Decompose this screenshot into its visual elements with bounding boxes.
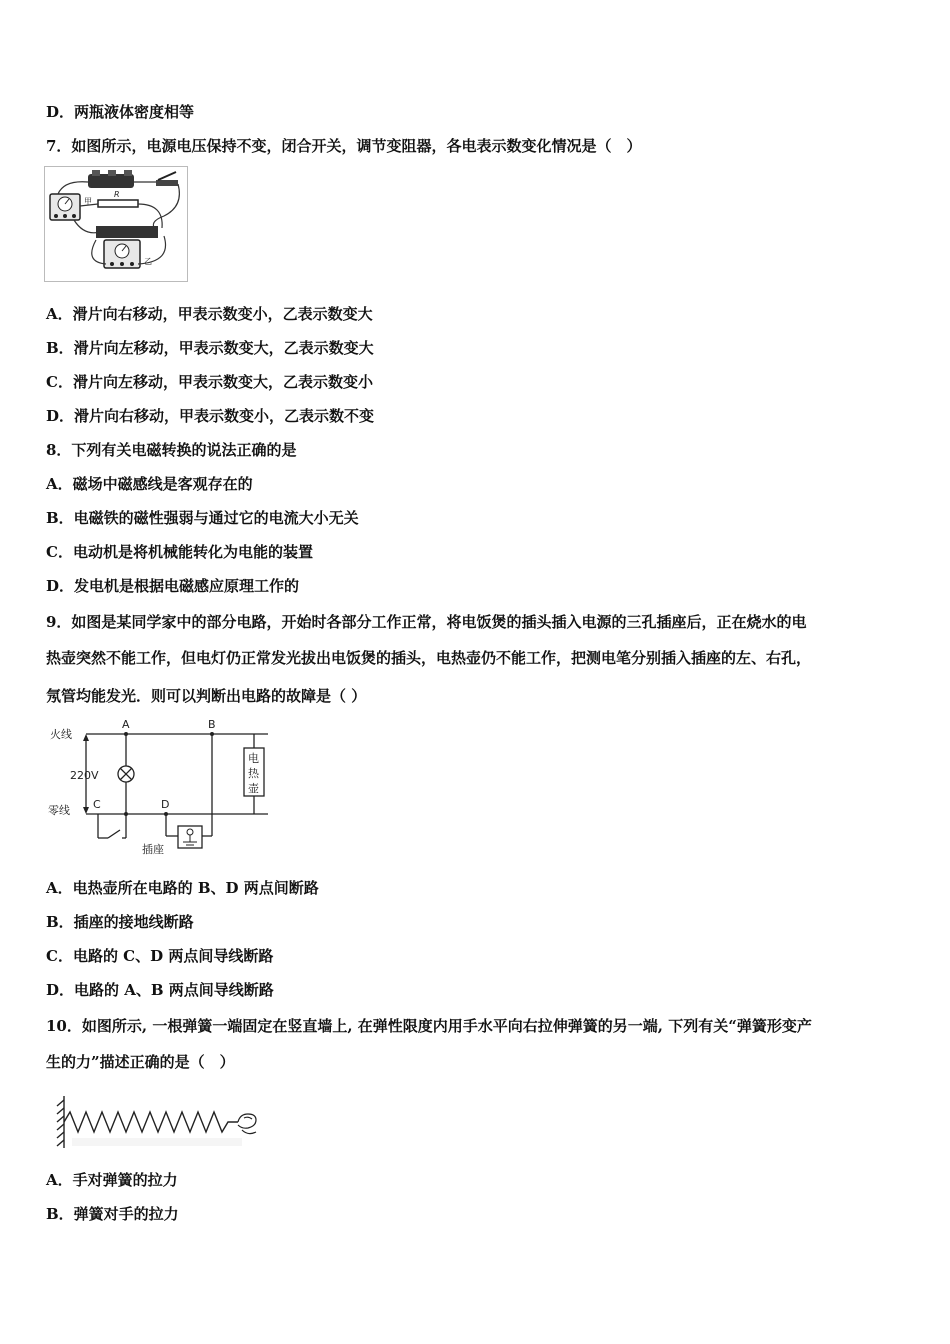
point-a-label: A	[122, 718, 130, 731]
q9-option-d: D．电路的 A、B 两点间导线断路	[46, 981, 274, 999]
q7-stem: 7．如图所示，电源电压保持不变，闭合开关，调节变阻器，各电表示数变化情况是（ ）	[46, 137, 642, 155]
q7-option-d: D．滑片向右移动，甲表示数变小，乙表示数不变	[46, 407, 375, 425]
kettle-label-1: 电	[248, 752, 259, 765]
q10-option-a: A．手对弹簧的拉力	[46, 1171, 178, 1189]
q9-option-c: C．电路的 C、D 两点间导线断路	[46, 947, 274, 965]
q7-option-a: A．滑片向右移动，甲表示数变小，乙表示数变大	[46, 305, 373, 323]
q6-option-d: D．两瓶液体密度相等	[46, 103, 195, 121]
q10-spring-figure	[52, 1092, 260, 1152]
meter-yi-label: 乙	[144, 257, 152, 266]
q9-stem-line2: 热壶突然不能工作，但电灯仍正常发光拔出电饭煲的插头，电热壶仍不能工作，把测电笔分别插入插座的左、右孔，	[46, 649, 812, 667]
q8-option-d: D．发电机是根据电磁感应原理工作的	[46, 577, 300, 595]
q8-option-b: B．电磁铁的磁性强弱与通过它的电流大小无关	[46, 509, 359, 527]
spring-icon	[64, 1112, 238, 1132]
q8-option-a: A．磁场中磁感线是客观存在的	[46, 475, 253, 493]
voltage-label: 220V	[70, 769, 99, 782]
resistor-label: R	[114, 190, 120, 199]
q7-option-c: C．滑片向左移动，甲表示数变大，乙表示数变小	[46, 373, 373, 391]
q9-option-a: A．电热壶所在电路的 B、D 两点间断路	[46, 879, 319, 897]
q10-stem-line1: 10．如图所示, 一根弹簧一端固定在竖直墙上, 在弹性限度内用手水平向右拉伸弹簧的另一端, 下列有关“弹簧形变产	[46, 1017, 812, 1035]
q10-stem-line2: 生的力”描述正确的是（ ）	[46, 1053, 235, 1071]
socket-label: 插座	[142, 843, 164, 856]
neutral-wire-label: 零线	[48, 804, 70, 817]
socket-icon	[183, 829, 197, 845]
battery-icon	[88, 170, 134, 188]
q9-circuit-figure	[46, 716, 276, 858]
kettle-label-2: 热	[248, 767, 259, 780]
hand-icon	[238, 1114, 256, 1134]
point-c-label: C	[93, 798, 101, 811]
point-d-label: D	[161, 798, 170, 811]
ammeter-jia-icon	[50, 194, 80, 220]
resistor-icon	[98, 200, 138, 207]
live-wire-label: 火线	[50, 728, 72, 741]
kettle-label-3: 壶	[248, 782, 259, 795]
point-b-label: B	[208, 718, 216, 731]
q10-option-b: B．弹簧对手的拉力	[46, 1205, 179, 1223]
q7-circuit-figure	[44, 166, 188, 282]
q9-option-b: B．插座的接地线断路	[46, 913, 194, 931]
q8-stem: 8．下列有关电磁转换的说法正确的是	[46, 441, 297, 459]
meter-jia-label: 甲	[84, 197, 92, 206]
q9-stem-line1: 9．如图是某同学家中的部分电路，开始时各部分工作正常，将电饭煲的插头插入电源的三孔插座后，正在烧水的电	[46, 613, 807, 631]
wall-icon	[57, 1096, 64, 1148]
q9-stem-line3: 氖管均能发光．则可以判断出电路的故障是（ ）	[46, 687, 367, 705]
q7-option-b: B．滑片向左移动，甲表示数变大，乙表示数变大	[46, 339, 374, 357]
q8-option-c: C．电动机是将机械能转化为电能的装置	[46, 543, 313, 561]
